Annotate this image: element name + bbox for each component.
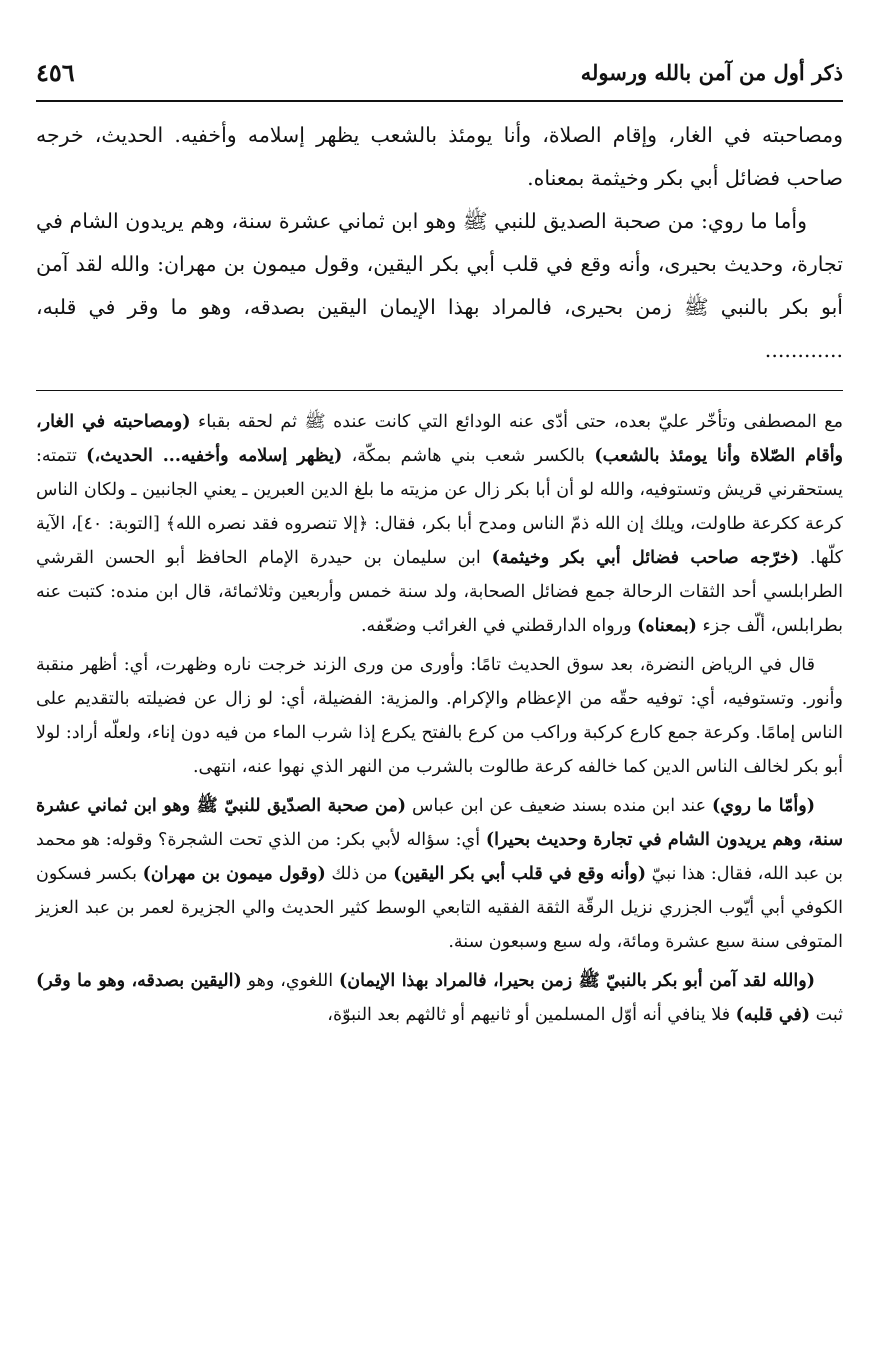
commentary-text: من ذلك <box>325 864 394 884</box>
header-rule <box>36 100 843 102</box>
quoted-matn: (خرّجه صاحب فضائل أبي بكر وخيثمة) <box>491 548 799 568</box>
commentary-text: ثبت <box>810 1005 843 1025</box>
commentary-text: مع المصطفى وتأخّر عليّ بعده، حتى أدّى عنه الودائع التي كانت عنده ﷺ ثم لحقه بقباء <box>190 412 843 432</box>
commentary-paragraph <box>36 964 843 1032</box>
quoted-matn: (اليقين بصدقه، وهو ما وقر) <box>36 971 242 991</box>
quoted-matn: (بمعناه) <box>637 616 697 636</box>
commentary-text: ورواه الدارقطني في الغرائب وضعّفه. <box>360 616 638 636</box>
quoted-matn: (وأمّا ما روي) <box>712 796 816 816</box>
main-paragraph: وأما ما روي: من صحبة الصديق للنبي ﷺ وهو ابن ثماني عشرة سنة، وهم يريدون الشام في تجارة، وحديث بحيرى، وأنه وقع في قلب أبي بكر اليقين، وقول ميمون بن مهران: والله لقد آمن أبو بكر بالنبي ﷺ زمن بحيرى، فالمراد بهذا الإيمان اليقين بصدقه، وهو ما وقر في قلبه، ............ <box>36 209 843 362</box>
commentary-text: عند ابن منده بسند ضعيف عن ابن عباس <box>406 796 713 816</box>
commentary-text: أي: سؤاله لأبي بكر: من الذي تحت الشجرة؟ وقوله: هو محمد بن عبد الله، فقال: هذا نبيّ <box>36 830 844 884</box>
quoted-matn: (وأنه وقع في قلب أبي بكر اليقين) <box>393 864 647 884</box>
quoted-matn: (من صحبة الصدّيق للنبيّ ﷺ وهو ابن ثماني عشرة سنة، وهم يريدون الشام في تجارة وحديث بحيرا) <box>36 796 843 850</box>
chapter-title: ذكر أول من آمن بالله ورسوله <box>580 59 843 85</box>
commentary-text: اللغوي، وهو <box>241 971 339 991</box>
quoted-matn: (والله لقد آمن أبو بكر بالنبيّ ﷺ زمن بحيرا، فالمراد بهذا الإيمان) <box>338 971 815 991</box>
quoted-matn: (يظهر إسلامه وأخفيه... الحديث،) <box>86 446 343 466</box>
quoted-matn: (ومصاحبته في الغار، وأقام الصّلاة وأنا يومئذ بالشعب) <box>36 412 844 466</box>
commentary-paragraph <box>36 405 843 643</box>
page-number: ٤٥٦ <box>36 57 75 87</box>
footnote-separator <box>36 390 843 391</box>
commentary-text: تتمته: يستحقرني قريش وتستوفيه، والله لو أن أبا بكر زال عن مزيته ما بلغ الدين العبرين ـ يعني الجانبين ـ ولكان الناس كرعة ككرعة طاولت، ويلك إن الله ذمّ الناس ومدح أبا بكر، فقال: ﴿إلا تنصروه فقد نصره الله﴾ [التوبة: ٤٠]، الآية كلّها. <box>36 446 843 568</box>
commentary-text: فلا ينافي أنه أوّل المسلمين أو ثانيهم أو ثالثهم بعد النبوّة، <box>327 1005 736 1025</box>
commentary-text: ابن سليمان بن حيدرة الإمام الحافظ أبو الحسن القرشي الطرابلسي أحد الثقات الرحالة جمع فضائل الصحابة، ولد سنة خمس وأربعين وثلاثمائة، قال ابن منده: كتبت عنه بطرابلس، ألّف جزء <box>36 548 843 636</box>
quoted-matn: (في قلبه) <box>735 1005 811 1025</box>
main-paragraph: ومصاحبته في الغار، وإقام الصلاة، وأنا يومئذ بالشعب يظهر إسلامه وأخفيه. الحديث، خرجه صاحب فضائل أبي بكر وخيثمة بمعناه. <box>36 123 843 190</box>
book-page <box>36 50 843 1037</box>
commentary-paragraph: قال في الرياض النضرة، بعد سوق الحديث تامًا: وأورى من ورى الزند خرجت ناره وظهرت، أي: أظهر منقبة وأنور. وتستوفيه، أي: توفيه حقّه من الإعظام والإكرام. والمزية: الفضيلة، أي: لو زال عن فضيلته بالتقديم على الناس إمامًا. وكرعة جمع كارع كركبة وراكب من كرع بالفتح يكرع إذا شرب الماء من فيه دون إناء، ولعلّه أراد: لولا أبو بكر لخالف الناس الدين كما خالفه كرعة طالوت بالشرب من النهر الذي نهوا عنه، انتهى. <box>36 655 843 777</box>
commentary-text: بالكسر شعب بني هاشم بمكّة، <box>342 446 595 466</box>
quoted-matn: (وقول ميمون بن مهران) <box>142 864 326 884</box>
main-text <box>36 114 843 372</box>
commentary-text: بكسر فسكون الكوفي أبي أيّوب الجزري نزيل الرقّة الثقة الفقيه التابعي الوسط كثير الحديث والي الجزيرة لعمر بن عبد العزيز المتوفى سنة سبع عشرة ومائة، وله سبع وسبعون سنة. <box>36 864 843 952</box>
commentary <box>36 405 843 1032</box>
running-header <box>36 50 843 94</box>
commentary-paragraph <box>36 789 843 959</box>
